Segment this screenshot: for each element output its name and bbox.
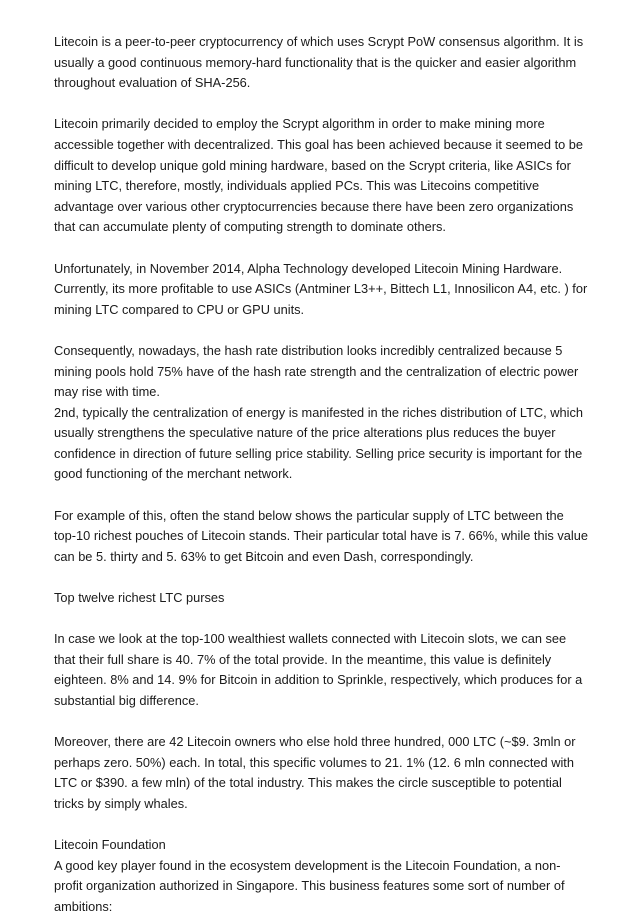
paragraph-mining-hardware: Unfortunately, in November 2014, Alpha Technology developed Litecoin Mining Hardware. Currently, its more profitable to use ASICs (Antminer L3++, Bittech L1, Innosilicon A4, etc. ) for mining LTC compared to CPU or GPU units. xyxy=(54,260,588,317)
paragraph-scrypt: Litecoin primarily decided to employ the Scrypt algorithm in order to make mining more accessible together with decentralized. This goal has been achieved because it seemed to be difficult to develop unique gold mining hardware, based on the Scrypt criteria, like ASICs for mining LTC, therefore, mostly, individuals applied PCs. This was Litecoins competitive advantage over various other cryptocurrencies because there have been zero organizations that can accumulate plenty of computing strength to dominate others. xyxy=(54,116,584,235)
paragraph-example: For example of this, often the stand below shows the particular supply of LTC between the top-10 richest pouches of Litecoin stands. Their particular total have is 7. 66%, while this value can be 5. thirty and 5. 63% to get Bitcoin and even Dash, correspondingly. xyxy=(54,507,588,564)
paragraph-hash-rate: Consequently, nowadays, the hash rate distribution looks incredibly centralized because 5 mining pools hold 75% have of the hash rate strength and the centralization of electric power may rise with time. xyxy=(54,342,579,400)
section-heading-foundation: Litecoin Foundation xyxy=(54,837,166,853)
paragraph-intro: Litecoin is a peer-to-peer cryptocurrency of which uses Scrypt PoW consensus algorithm. It is usually a good continuous memory-hard functionality that is the quicker and easier algorithm throughout evaluation of SHA-256. xyxy=(54,34,584,91)
paragraph-top-100: In case we look at the top-100 wealthiest wallets connected with Litecoin slots, we can see that their full share is 40. 7% of the total provide. In the meantime, this value is definitely eighteen. 8% and 14. 9% for Bitcoin in addition to Sprinkle, respectively, which produces for a substantial big difference. xyxy=(54,631,583,708)
paragraph-foundation: A good key player found in the ecosystem development is the Litecoin Foundation, a non-profit organization authorized in Singapore. This business features some sort of number of ambitions: xyxy=(54,857,565,914)
paragraph-whales: Moreover, there are 42 Litecoin owners who else hold three hundred, 000 LTC (~$9. 3mln or perhaps zero. 50%) each. In total, this specific volumes to 21. 1% (12. 6 mln connected with LTC or $390. a few mln) of the total industry. This makes the circle susceptible to potential tricks by simply whales. xyxy=(54,734,576,811)
document-body xyxy=(54,32,588,918)
section-heading-richest-purses: Top twelve richest LTC purses xyxy=(54,590,225,606)
paragraph-wealth-distribution: 2nd, typically the centralization of energy is manifested in the riches distribution of LTC, which usually strengthens the speculative nature of the price alterations plus reduces the buyer confidence in direction of future selling price stability. Selling price security is important for the good functioning of the merchant network. xyxy=(54,404,583,482)
